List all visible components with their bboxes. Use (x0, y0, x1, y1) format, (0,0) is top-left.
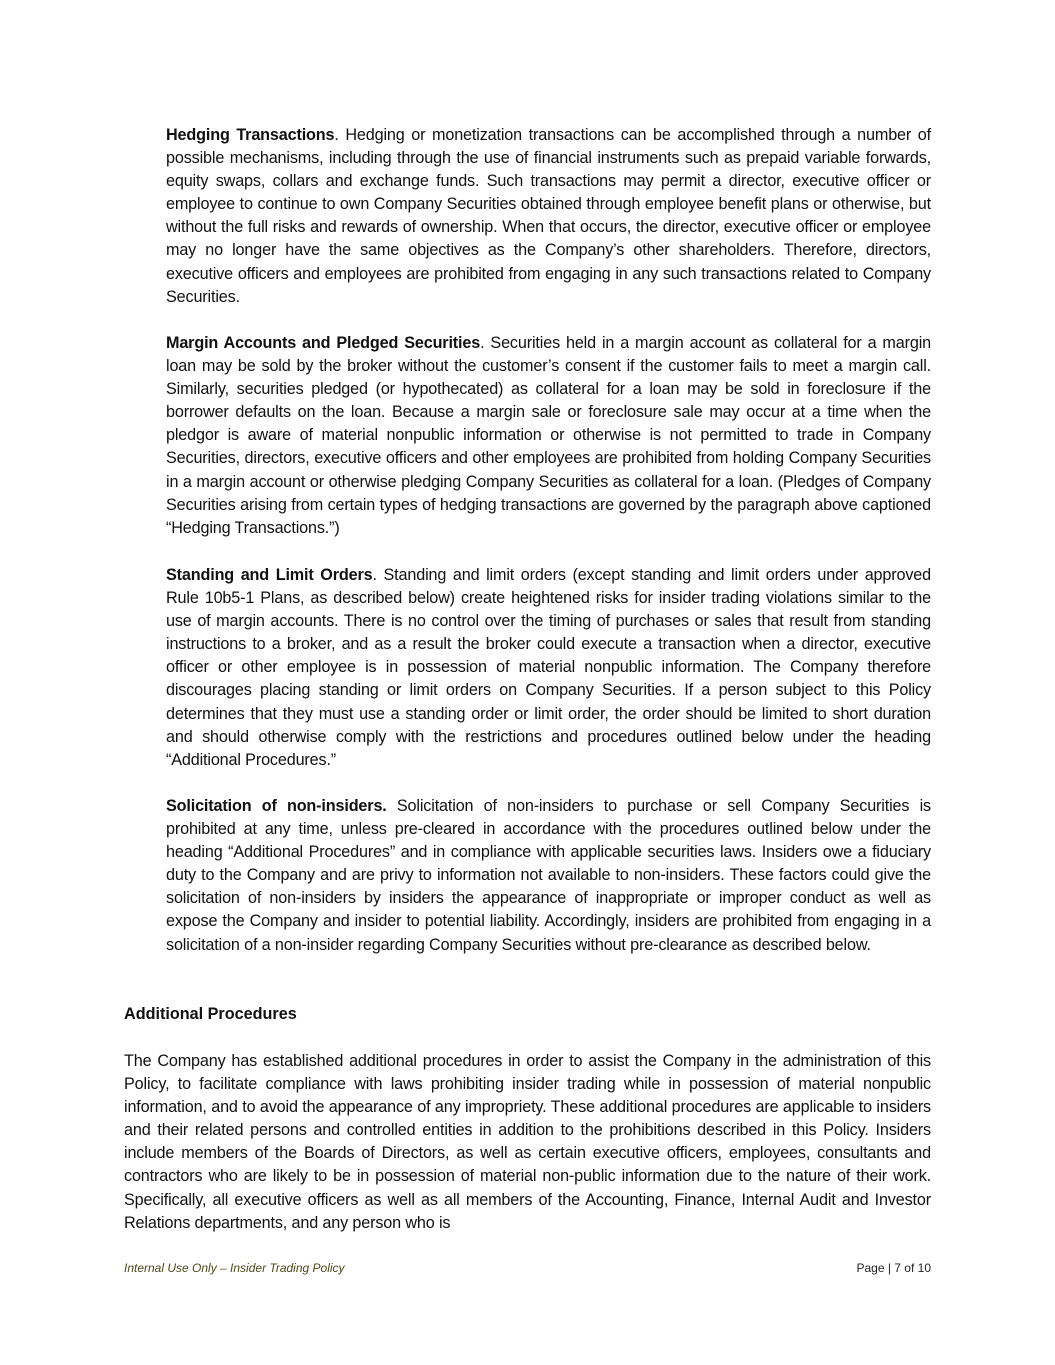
section-lead: Standing and Limit Orders (166, 566, 373, 584)
paragraph: The Company has established additional procedures in order to assist the Company in the administration of this Policy, to facilitate compliance with laws prohibiting insider trading while in possession of material nonpublic information, and to avoid the appearance of any impropriety. These additional procedures are applicable to insiders and their related persons and controlled entities in addition to the prohibitions described in this Policy. Insiders include members of the Boards of Directors, as well as certain executive officers, employees, consultants and contractors who are likely to be in possession of material non-public information due to the nature of their work. Specifically, all executive officers as well as all members of the Accounting, Finance, Internal Audit and Investor Relations departments, and any person who is (124, 1052, 931, 1232)
section-body: Solicitation of non-insiders to purchase or sell Company Securities is prohibited at any time, unless pre-cleared in accordance with the procedures outlined below under the heading “Additional Procedures” and in compliance with applicable securities laws. Insiders owe a fiduciary duty to the Company and are privy to information not available to non-insiders. These factors could give the solicitation of non-insiders by insiders the appearance of inappropriate or improper conduct as well as expose the Company and insider to potential liability. Accordingly, insiders are prohibited from engaging in a solicitation of a non-insider regarding Company Securities without pre-clearance as described below. (166, 797, 931, 954)
lead-suffix: . (334, 126, 339, 144)
section-standing-limit-orders (166, 564, 931, 772)
additional-procedures-heading-block (124, 1003, 931, 1026)
section-body: Standing and limit orders (except standing and limit orders under approved Rule 10b5-1 Plans, as described below) create heightened risks for insider trading violations similar to the use of margin accounts. There is no control over the timing of purchases or sales that result from standing instructions to a broker, and as a result the broker could execute a transaction when a director, executive officer or other employee is in possession of material nonpublic information. The Company therefore discourages placing standing or limit orders on Company Securities. If a person subject to this Policy determines that they must use a standing order or limit order, the order should be limited to short duration and should otherwise comply with the restrictions and procedures outlined below under the heading “Additional Procedures.” (166, 566, 932, 769)
lead-suffix: . (480, 334, 485, 352)
lead-suffix: . (372, 566, 377, 584)
section-heading: Additional Procedures (124, 1005, 297, 1023)
page-footer (124, 1261, 931, 1275)
paragraph (166, 332, 931, 540)
section-lead: Solicitation of non-insiders. (166, 797, 387, 815)
paragraph (166, 564, 931, 772)
additional-procedures-body (124, 1050, 931, 1235)
section-body: Hedging or monetization transactions can be accomplished through a number of possible mechanisms, including through the use of financial instruments such as prepaid variable forwards, equity swaps, collars and exchange funds. Such transactions may permit a director, executive officer or employee to continue to own Company Securities obtained through employee benefit plans or otherwise, but without the full risks and rewards of ownership. When that occurs, the director, executive officer or employee may no longer have the same objectives as the Company’s other shareholders. Therefore, directors, executive officers and employees are prohibited from engaging in any such transactions related to Company Securities. (166, 126, 931, 306)
section-lead: Margin Accounts and Pledged Securities (166, 334, 481, 352)
section-margin-accounts (166, 332, 931, 540)
section-lead: Hedging Transactions (166, 126, 335, 144)
footer-title: Internal Use Only – Insider Trading Policy (124, 1261, 345, 1275)
page-number: Page | 7 of 10 (856, 1261, 931, 1275)
section-body: Securities held in a margin account as collateral for a margin loan may be sold by the broker without the customer’s consent if the customer fails to meet a margin call. Similarly, securities pledged (or hypothecated) as collateral for a loan may be sold in foreclosure if the borrower defaults on the loan. Because a margin sale or foreclosure sale may occur at a time when the pledgor is aware of material nonpublic information or otherwise is not permitted to trade in Company Securities, directors, executive officers and other employees are prohibited from holding Company Securities in a margin account or otherwise pledging Company Securities as collateral for a loan. (Pledges of Company Securities arising from certain types of hedging transactions are governed by the paragraph above captioned “Hedging Transactions.”) (166, 334, 932, 537)
section-hedging-transactions (166, 124, 931, 309)
section-solicitation (166, 795, 931, 957)
paragraph (166, 124, 931, 309)
paragraph (166, 795, 931, 957)
